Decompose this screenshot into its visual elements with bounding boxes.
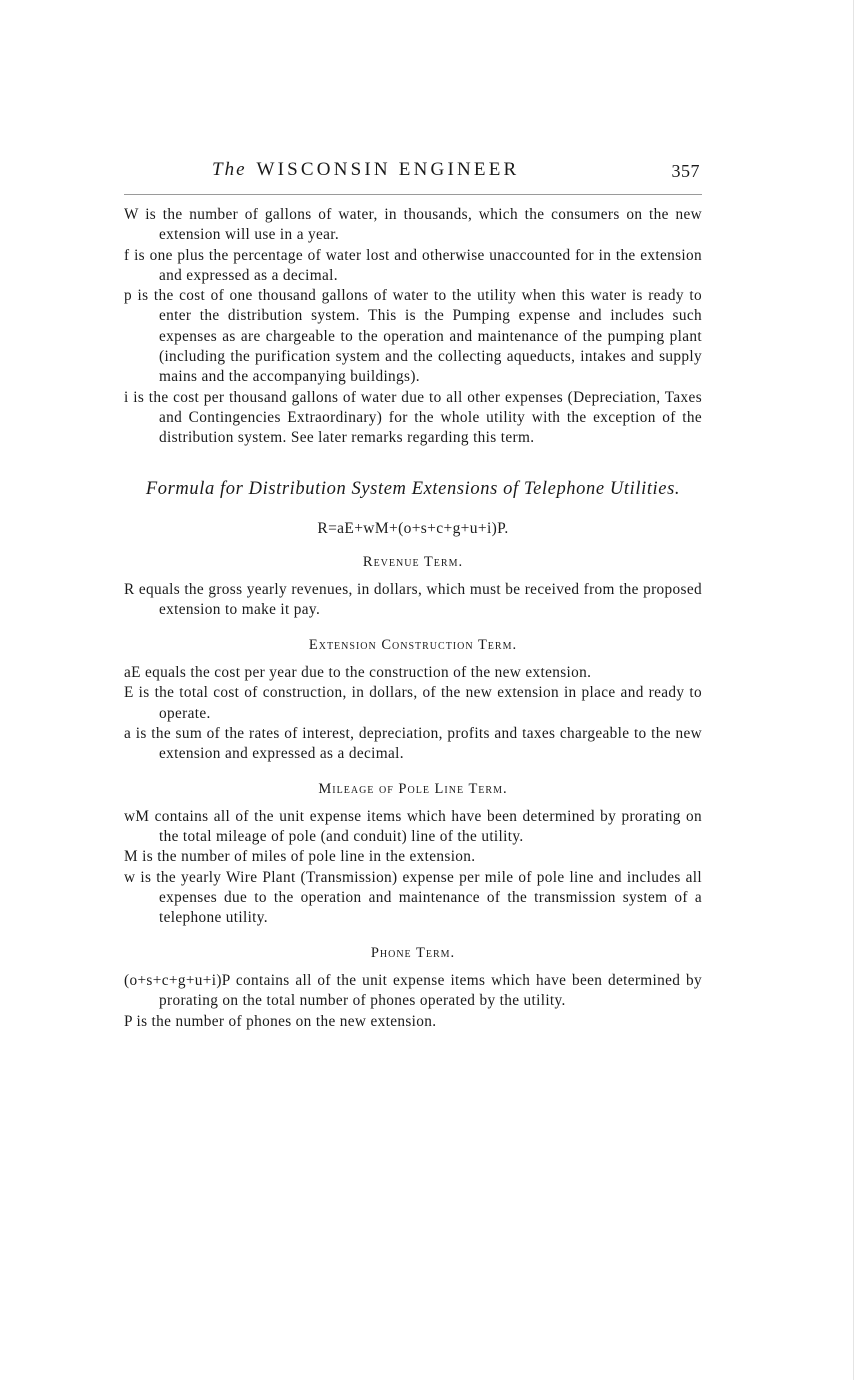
- formula: R=aE+wM+(o+s+c+g+u+i)P.: [317, 519, 509, 537]
- section-title: Formula for Distribution System Extensions of Telephone Utilities.: [145, 478, 681, 499]
- definition-ae: aE equals the cost per year due to the construction of the new extension.: [124, 664, 592, 682]
- journal-title-prefix: The: [212, 159, 247, 180]
- definition-w-wire: w is the yearly Wire Plant (Transmission) expense per mile of pole line and includes all expenses due to the operation and maintenance of the transmission system of a telephone utility.: [124, 868, 702, 927]
- definition-f: f is one plus the percentage of water lost and otherwise unaccounted for in the extension and expressed as a decimal.: [124, 246, 702, 284]
- extension-term-definitions: [124, 663, 702, 764]
- definition-p-phones: P is the number of phones on the new extension.: [124, 1012, 437, 1030]
- page-number: 357: [671, 161, 700, 181]
- journal-title: [212, 160, 519, 180]
- intro-definitions: [124, 205, 702, 449]
- mileage-term-heading: Mileage of Pole Line Term.: [318, 780, 508, 797]
- definition-w: W is the number of gallons of water, in thousands, which the consumers on the new extension will use in a year.: [124, 206, 702, 244]
- journal-title-name: WISCONSIN ENGINEER: [256, 159, 520, 180]
- revenue-term-definitions: [124, 580, 702, 621]
- phone-term-heading: Phone Term.: [370, 944, 456, 961]
- revenue-term-heading: Revenue Term.: [362, 553, 464, 570]
- extension-term-heading: Extension Construction Term.: [308, 636, 518, 653]
- page-content: [124, 158, 702, 1032]
- definition-phone-items: (o+s+c+g+u+i)P contains all of the unit expense items which have been determined by prorating on the total number of phones operated by the utility.: [124, 971, 702, 1010]
- mileage-term-definitions: [124, 807, 702, 929]
- definition-e: E is the total cost of construction, in dollars, of the new extension in place and ready to operate.: [124, 684, 702, 722]
- definition-wm: wM contains all of the unit expense items which have been determined by prorating on the total mileage of pole (and conduit) line of the utility.: [124, 807, 702, 846]
- definition-p: p is the cost of one thousand gallons of water to the utility when this water is ready to enter the distribution system. This is the Pumping expense and includes such expenses as are chargeable to the operation and maintenance of the pumping plant (including the purification system and the collecting aqueducts, intakes and supply mains and the accompanying buildings).: [124, 287, 702, 386]
- definition-r: R equals the gross yearly revenues, in dollars, which must be received from the proposed extension to make it pay.: [124, 581, 702, 619]
- page-edge-line: [853, 0, 854, 1380]
- definition-a: a is the sum of the rates of interest, depreciation, profits and taxes chargeable to the new extension and expressed as a decimal.: [124, 724, 702, 763]
- definition-i: i is the cost per thousand gallons of water due to all other expenses (Depreciation, Taxes and Contingencies Extraordinary) for the whole utility with the exception of the distribution system. See later remarks regarding this term.: [124, 388, 702, 447]
- definition-m: M is the number of miles of pole line in the extension.: [124, 848, 476, 866]
- phone-term-definitions: [124, 971, 702, 1032]
- running-header: [124, 158, 702, 195]
